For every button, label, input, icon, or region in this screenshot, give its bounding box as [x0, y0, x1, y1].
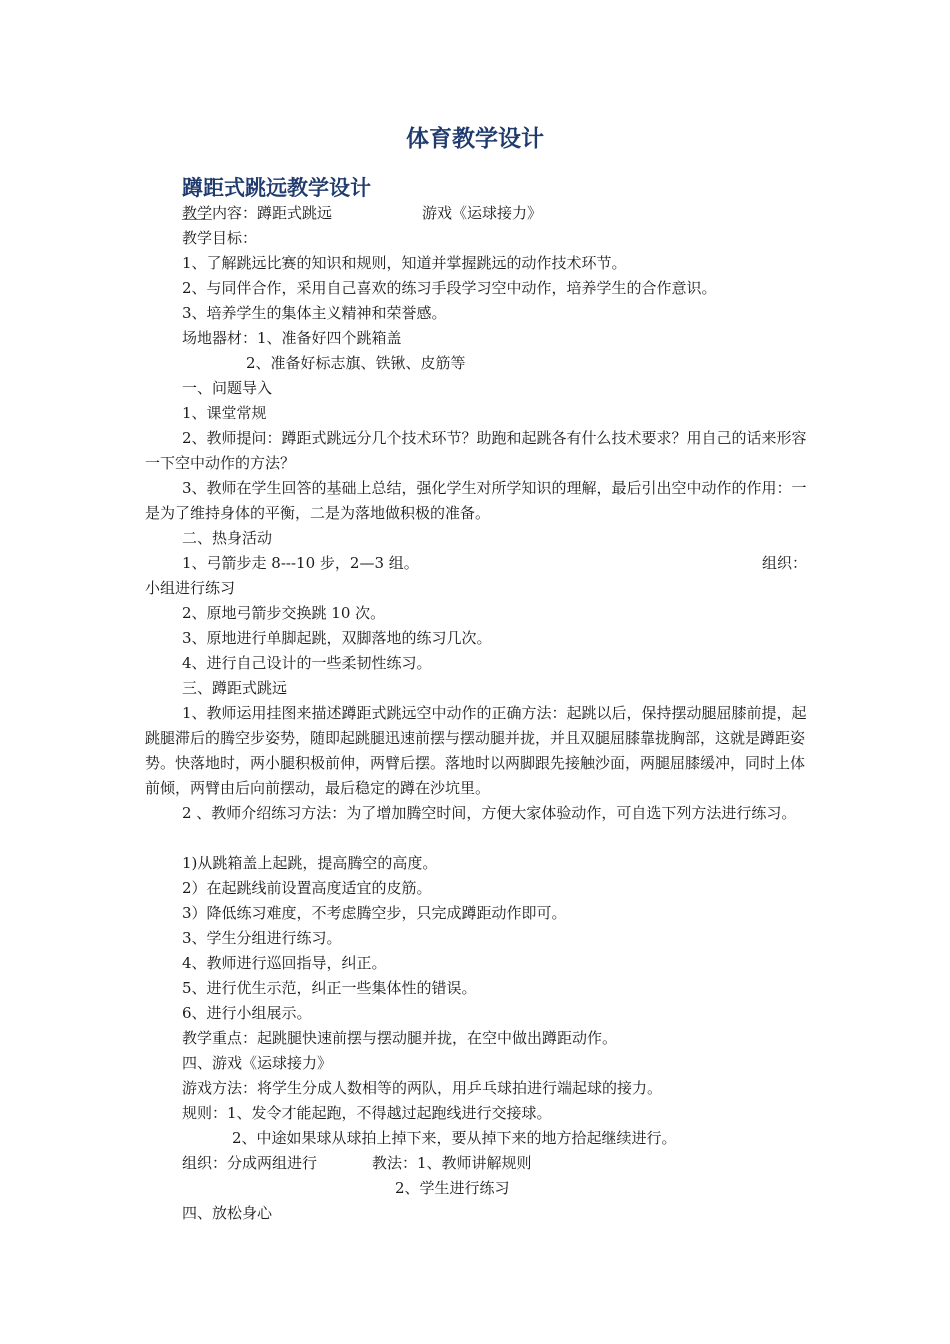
- objective-item: 2、与同伴合作，采用自己喜欢的练习手段学习空中动作，培养学生的合作意识。: [182, 279, 717, 297]
- lesson-title: 蹲距式跳远教学设计: [182, 176, 371, 200]
- rule-item: 规则：1、发令才能起跑，不得越过起跑线进行交接球。: [182, 1104, 552, 1122]
- paragraph: 4、进行自己设计的一些柔韧性练习。: [182, 654, 432, 672]
- paragraph: 2 、教师介绍练习方法：为了增加腾空时间，方便大家体验动作，可自选下列方法进行练习。: [182, 804, 797, 822]
- organization-line: 组织：分成两组进行: [182, 1154, 318, 1172]
- method-item: 2）在起跳线前设置高度适宜的皮筋。: [182, 879, 432, 897]
- section-heading: 一、问题导入: [182, 379, 273, 397]
- document-title: 体育教学设计: [406, 126, 544, 152]
- paragraph: 1、弓箭步走 8---10 步，2—3 组。: [182, 554, 419, 572]
- paragraph: 1、教师运用挂图来描述蹲距式跳远空中动作的正确方法：起跳以后，保持摆动腿屈膝前提，起跳腿滞后的腾空步姿势，随即起跳腿迅速前摆与摆动腿并拢，并且双腿屈膝靠拢胸部，这就是蹲距姿势。快落地时，两小腿积极前伸，两臂后摆。落地时以两脚跟先接触沙面，两腿屈膝缓冲，同时上体前倾，两臂由后向前摆动，最后稳定的蹲在沙坑里。: [145, 704, 807, 797]
- section-heading: 三、蹲距式跳远: [182, 679, 288, 697]
- paragraph: 2、教师提问：蹲距式跳远分几个技术环节？助跑和起跳各有什么技术要求？用自己的话来形容一下空中动作的方法？: [145, 429, 807, 472]
- objective-item: 3、培养学生的集体主义精神和荣誉感。: [182, 304, 447, 322]
- method-item: 1)从跳箱盖上起跳，提高腾空的高度。: [182, 854, 438, 872]
- paragraph: 3、教师在学生回答的基础上总结，强化学生对所学知识的理解，最后引出空中动作的作用：一是为了维持身体的平衡，二是为落地做积极的准备。: [145, 479, 807, 522]
- paragraph: 3、学生分组进行练习。: [182, 929, 342, 947]
- equipment-line: 2、准备好标志旗、铁锹、皮筋等: [246, 354, 466, 372]
- content-label: 内容：蹲距式跳远: [212, 204, 333, 222]
- content-line: [182, 201, 332, 226]
- section-heading: 四、游戏《运球接力》: [182, 1054, 333, 1072]
- section-heading: 四、放松身心: [182, 1204, 273, 1222]
- equipment-line: 场地器材：1、准备好四个跳箱盖: [182, 329, 402, 347]
- paragraph: 3、原地进行单脚起跳，双脚落地的练习几次。: [182, 629, 492, 647]
- method-item: 3）降低练习难度，不考虑腾空步，只完成蹲距动作即可。: [182, 904, 567, 922]
- teaching-method: 2、学生进行练习: [395, 1179, 510, 1197]
- teaching-focus: 教学重点：起跳腿快速前摆与摆动腿并拢，在空中做出蹲距动作。: [182, 1029, 618, 1047]
- paragraph: 4、教师进行巡回指导，纠正。: [182, 954, 387, 972]
- section-heading: 二、热身活动: [182, 529, 273, 547]
- content-label-underlined: 教学: [182, 204, 213, 222]
- paragraph: 6、进行小组展示。: [182, 1004, 312, 1022]
- organization-label: 组织：: [762, 554, 808, 572]
- teaching-method: 教法：1、教师讲解规则: [372, 1154, 532, 1172]
- content-game: 游戏《运球接力》: [422, 204, 543, 222]
- paragraph: 小组进行练习: [145, 579, 236, 597]
- paragraph: 1、课堂常规: [182, 404, 267, 422]
- paragraph: 游戏方法：将学生分成人数相等的两队，用乒乓球拍进行端起球的接力。: [182, 1079, 663, 1097]
- objectives-heading: 教学目标：: [182, 229, 258, 247]
- objective-item: 1、了解跳远比赛的知识和规则，知道并掌握跳远的动作技术环节。: [182, 254, 627, 272]
- rule-item: 2、中途如果球从球拍上掉下来，要从掉下来的地方拾起继续进行。: [232, 1129, 677, 1147]
- paragraph: 5、进行优生示范，纠正一些集体性的错误。: [182, 979, 477, 997]
- paragraph: 2、原地弓箭步交换跳 10 次。: [182, 604, 386, 622]
